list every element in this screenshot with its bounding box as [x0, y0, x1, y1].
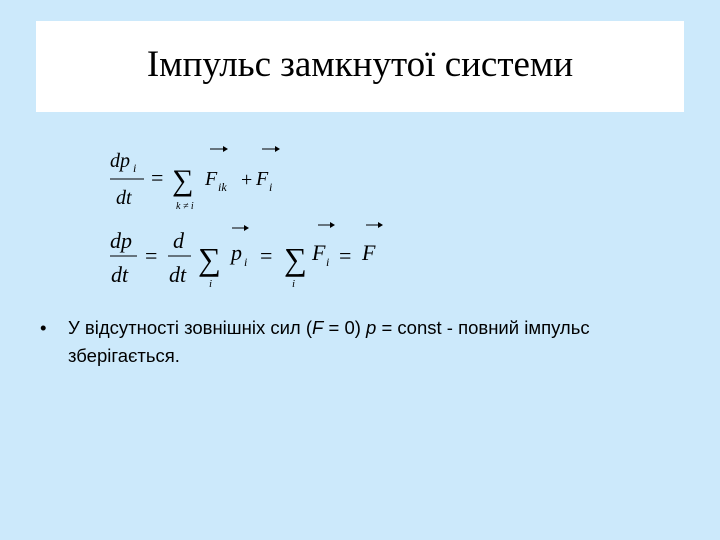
eq1-sum-index: k ≠ i — [176, 201, 194, 212]
eq2-equals-1: = — [145, 243, 158, 268]
eq1-term2-sub: i — [269, 180, 273, 194]
eq2-sum-index-1: i — [209, 278, 213, 290]
formula-svg — [90, 130, 430, 300]
eq1-lhs-numerator-sub: i — [133, 161, 137, 175]
eq2-sum-symbol-2: ∑ — [284, 241, 307, 277]
bullet-item — [40, 314, 660, 370]
eq2-operator-numerator: d — [173, 228, 184, 253]
equation-2 — [110, 222, 383, 290]
bullet-marker: • — [40, 317, 47, 338]
eq2-vector-arrowhead-3 — [378, 222, 383, 228]
eq2-term2-sub: i — [326, 255, 330, 269]
slide-title: Імпульс замкнутої системи — [146, 44, 574, 85]
title-box — [36, 21, 684, 112]
eq1-term1-sub: ik — [218, 180, 227, 194]
formula-block — [90, 130, 430, 300]
equation-1 — [110, 146, 280, 212]
eq2-operator-denominator: dt — [169, 262, 187, 287]
eq2-lhs-denominator: dt — [111, 262, 129, 287]
eq2-term1-sub: i — [244, 255, 248, 269]
bullet-momentum-symbol: p — [366, 317, 377, 338]
eq1-term1: F — [205, 168, 218, 190]
eq2-vector-arrowhead-1 — [244, 225, 249, 231]
eq2-vector-arrowhead-2 — [330, 222, 335, 228]
eq2-equals-3: = — [339, 243, 352, 268]
eq1-sum-symbol: ∑ — [172, 164, 194, 197]
bullet-text — [68, 314, 660, 370]
eq2-sum-index-2: i — [292, 278, 296, 290]
eq2-lhs-numerator: dp — [110, 228, 132, 253]
bullet-text-part-3: = const - повний імпульс зберігається. — [68, 317, 590, 366]
eq2-equals-2: = — [260, 243, 273, 268]
eq2-sum-symbol-1: ∑ — [198, 241, 221, 277]
bullet-force-symbol: F — [312, 317, 324, 338]
bullet-text-part-2: = 0) — [323, 317, 367, 338]
eq1-lhs-numerator: dp — [110, 150, 130, 172]
eq1-plus: + — [241, 169, 253, 191]
eq2-term2: F — [312, 240, 326, 265]
eq2-rhs: F — [362, 240, 376, 265]
bullet-text-part-1: У відсутності зовнішніх сил ( — [68, 317, 313, 338]
eq1-equals: = — [151, 165, 164, 190]
eq1-vector-arrowhead-2 — [275, 146, 280, 152]
eq1-vector-arrowhead-1 — [223, 146, 228, 152]
eq1-lhs-denominator: dt — [116, 187, 132, 209]
eq2-term1: p — [231, 240, 242, 265]
eq1-term2: F — [256, 168, 269, 190]
